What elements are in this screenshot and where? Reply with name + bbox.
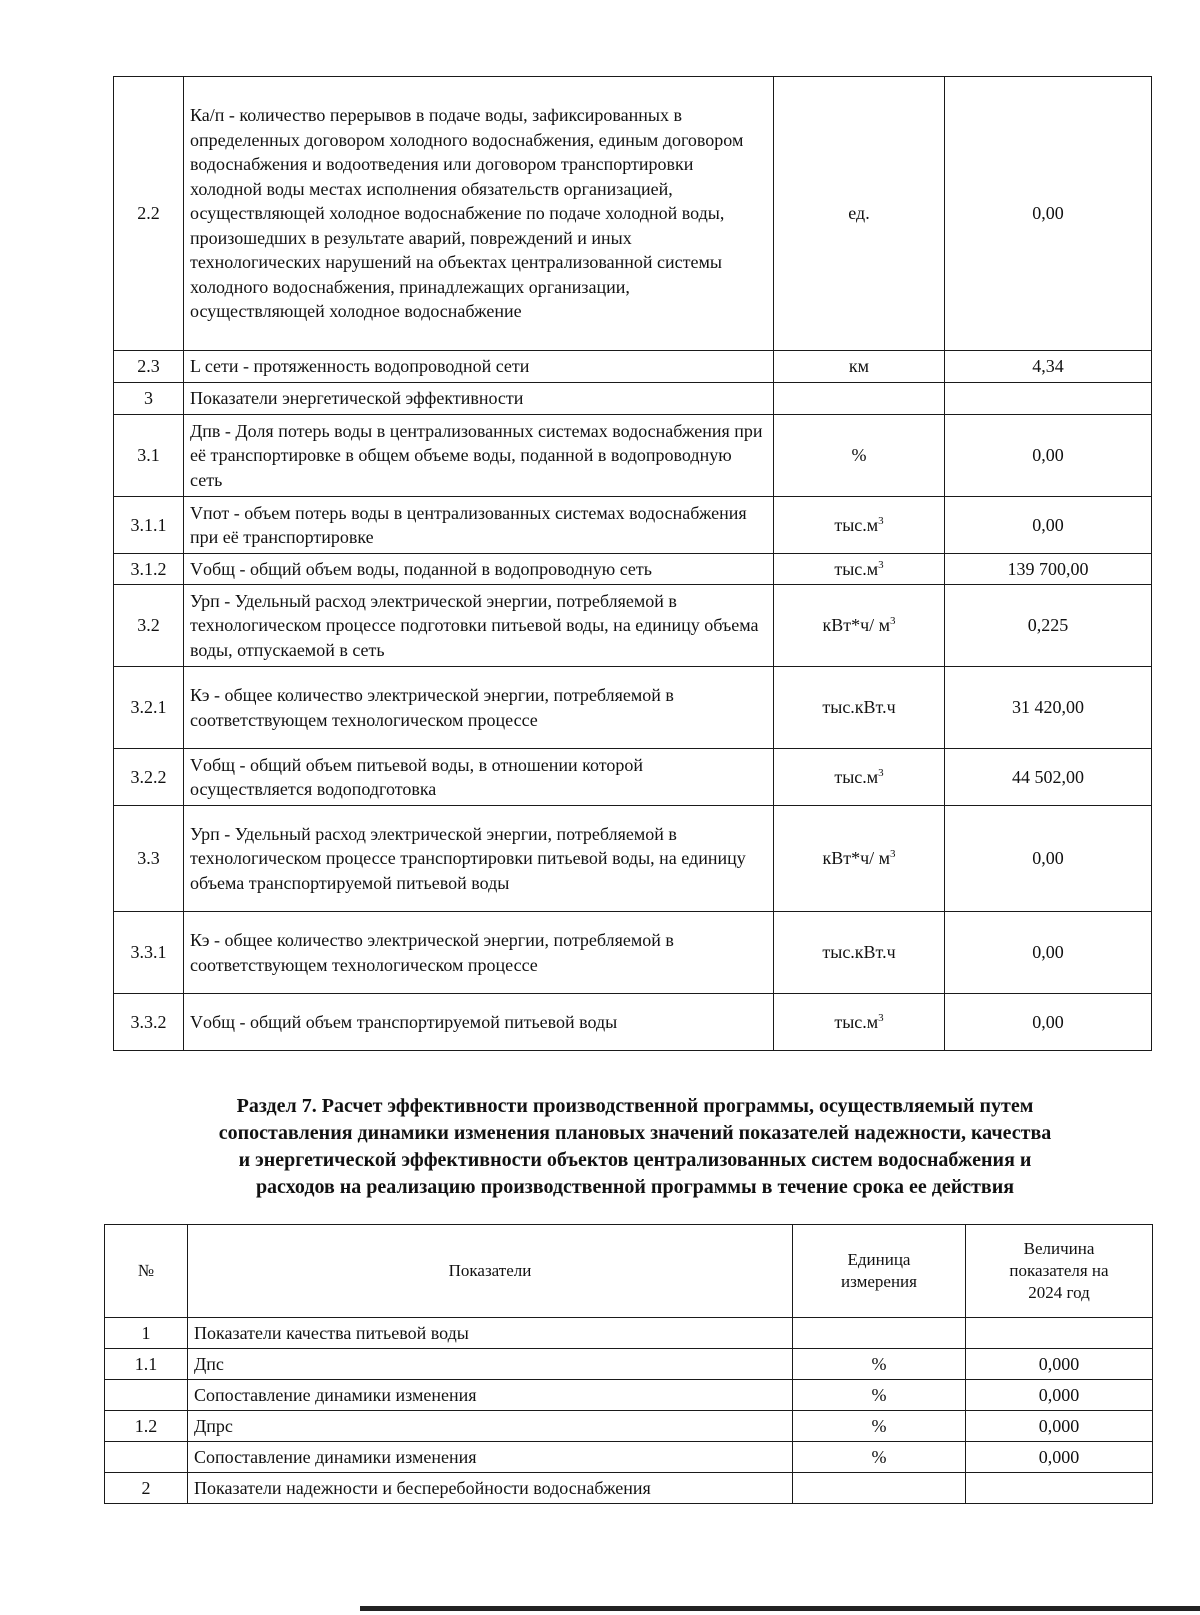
heading-line: и энергетической эффективности объектов централизованных систем водоснабжения и xyxy=(238,1149,1032,1171)
unit-cell: $тыс.м^3$ xyxy=(774,497,945,554)
unit-cell: кВт*ч/ $м^3$ xyxy=(774,806,945,912)
unit-cell: % xyxy=(793,1380,966,1411)
value-cell: 139 700,00 xyxy=(945,554,1152,585)
unit-cell: км xyxy=(774,351,945,383)
indicator-text: Ка/п - количество перерывов в подаче воды, зафиксированных в определенных договором холодного водоснабжения, единым договором водоснабжения и водоотведения или договором транспортировки холодной воды местах исполнения обязательств организацией, осуществляющей холодное водоснабжение по подаче холодной воды, произошедших в результате аварий, повреждений и иных технологических нарушений на объектах централизованной системы холодного водоснабжения, принадлежащих организации, осуществляющей холодное водоснабжение xyxy=(184,77,774,351)
row-number: 3.3.2 xyxy=(114,994,184,1051)
value-cell: 0,000 xyxy=(966,1380,1153,1411)
table-row xyxy=(114,585,1152,667)
indicator-text: Сопоставление динамики изменения xyxy=(188,1442,793,1473)
indicator-text: Vобщ - общий объем воды, поданной в водопроводную сеть xyxy=(184,554,774,585)
unit-cell: $тыс.м^3$ xyxy=(774,554,945,585)
indicator-text: Vобщ - общий объем транспортируемой питьевой воды xyxy=(184,994,774,1051)
indicator-text: Сопоставление динамики изменения xyxy=(188,1380,793,1411)
indicator-text: Дпв - Доля потерь воды в централизованных системах водоснабжения при её транспортировке в общем объеме воды, поданной в водопроводную сеть xyxy=(184,415,774,497)
row-number xyxy=(105,1442,188,1473)
value-cell: 0,000 xyxy=(966,1349,1153,1380)
indicator-text: L сети - протяженность водопроводной сети xyxy=(184,351,774,383)
row-number: 3.1 xyxy=(114,415,184,497)
unit-cell xyxy=(774,383,945,415)
indicator-text: Vобщ - общий объем питьевой воды, в отношении которой осуществляется водоподготовка xyxy=(184,749,774,806)
row-number xyxy=(105,1380,188,1411)
indicator-text: Показатели энергетической эффективности xyxy=(184,383,774,415)
row-number: 3.3 xyxy=(114,806,184,912)
value-cell xyxy=(966,1318,1153,1349)
row-number: 3 xyxy=(114,383,184,415)
row-number: 3.2.2 xyxy=(114,749,184,806)
table-row xyxy=(114,415,1152,497)
table-row xyxy=(105,1473,1153,1504)
unit-cell xyxy=(793,1473,966,1504)
unit-cell: кВт*ч/ $м^3$ xyxy=(774,585,945,667)
unit-cell: ед. xyxy=(774,77,945,351)
value-cell: 0,225 xyxy=(945,585,1152,667)
table-row xyxy=(114,497,1152,554)
unit-cell: % xyxy=(774,415,945,497)
unit-cell: % xyxy=(793,1442,966,1473)
unit-cell: % xyxy=(793,1349,966,1380)
indicator-text: Показатели надежности и бесперебойности водоснабжения xyxy=(188,1473,793,1504)
value-cell: 0,00 xyxy=(945,77,1152,351)
table-row xyxy=(105,1318,1153,1349)
row-number: 3.2.1 xyxy=(114,667,184,749)
table-row xyxy=(114,912,1152,994)
value-cell xyxy=(945,383,1152,415)
unit-cell: $тыс.м^3$ xyxy=(774,749,945,806)
table-row xyxy=(114,806,1152,912)
value-cell: 0,000 xyxy=(966,1442,1153,1473)
table-row xyxy=(105,1380,1153,1411)
value-cell: 0,00 xyxy=(945,497,1152,554)
section-7-heading xyxy=(110,1093,1160,1201)
scan-edge-divider xyxy=(360,1606,1200,1611)
table-row xyxy=(114,383,1152,415)
row-number: 2.2 xyxy=(114,77,184,351)
row-number: 3.1.1 xyxy=(114,497,184,554)
table-row xyxy=(114,554,1152,585)
value-cell: 44 502,00 xyxy=(945,749,1152,806)
table-row xyxy=(114,77,1152,351)
row-number: 3.1.2 xyxy=(114,554,184,585)
value-cell: 0,00 xyxy=(945,806,1152,912)
heading-line: сопоставления динамики изменения плановых значений показателей надежности, качества xyxy=(218,1122,1052,1144)
indicator-text: Показатели качества питьевой воды xyxy=(188,1318,793,1349)
value-cell: 0,000 xyxy=(966,1411,1153,1442)
row-number: 2 xyxy=(105,1473,188,1504)
header-row xyxy=(105,1225,1153,1318)
header-indicator: Показатели xyxy=(188,1225,793,1318)
row-number: 3.2 xyxy=(114,585,184,667)
header-value: Величина показателя на 2024 год xyxy=(966,1225,1153,1318)
heading-line: расходов на реализацию производственной программы в течение срока ее действия xyxy=(255,1176,1015,1198)
heading-line: Раздел 7. Расчет эффективности производственной программы, осуществляемый путем xyxy=(236,1095,1034,1117)
table-row xyxy=(114,749,1152,806)
indicator-text: Дпс xyxy=(188,1349,793,1380)
indicators-table xyxy=(113,76,1152,1051)
row-number: 3.3.1 xyxy=(114,912,184,994)
unit-cell: тыс.кВт.ч xyxy=(774,912,945,994)
indicator-text: Vпот - объем потерь воды в централизованных системах водоснабжения при её транспортировке xyxy=(184,497,774,554)
table-row xyxy=(114,994,1152,1051)
value-cell xyxy=(966,1473,1153,1504)
indicator-text: Кэ - общее количество электрической энергии, потребляемой в соответствующем технологическом процессе xyxy=(184,912,774,994)
row-number: 1.1 xyxy=(105,1349,188,1380)
value-cell: 31 420,00 xyxy=(945,667,1152,749)
indicator-text: Дпрс xyxy=(188,1411,793,1442)
table-row xyxy=(105,1411,1153,1442)
table-row xyxy=(114,667,1152,749)
value-cell: 0,00 xyxy=(945,415,1152,497)
value-cell: 4,34 xyxy=(945,351,1152,383)
row-number: 1 xyxy=(105,1318,188,1349)
unit-cell xyxy=(793,1318,966,1349)
table-row xyxy=(105,1349,1153,1380)
header-num: № xyxy=(105,1225,188,1318)
unit-cell: тыс.кВт.ч xyxy=(774,667,945,749)
value-cell: 0,00 xyxy=(945,994,1152,1051)
indicator-text: Кэ - общее количество электрической энергии, потребляемой в соответствующем технологическом процессе xyxy=(184,667,774,749)
indicator-text: Урп - Удельный расход электрической энергии, потребляемой в технологическом процессе подготовки питьевой воды, на единицу объема воды, отпускаемой в сеть xyxy=(184,585,774,667)
table-row xyxy=(105,1442,1153,1473)
unit-cell: % xyxy=(793,1411,966,1442)
value-cell: 0,00 xyxy=(945,912,1152,994)
table-row xyxy=(114,351,1152,383)
indicator-text: Урп - Удельный расход электрической энергии, потребляемой в технологическом процессе транспортировки питьевой воды, на единицу объема транспортируемой питьевой воды xyxy=(184,806,774,912)
row-number: 2.3 xyxy=(114,351,184,383)
row-number: 1.2 xyxy=(105,1411,188,1442)
header-unit: Единица измерения xyxy=(793,1225,966,1318)
unit-cell: $тыс.м^3$ xyxy=(774,994,945,1051)
efficiency-table xyxy=(104,1224,1153,1504)
